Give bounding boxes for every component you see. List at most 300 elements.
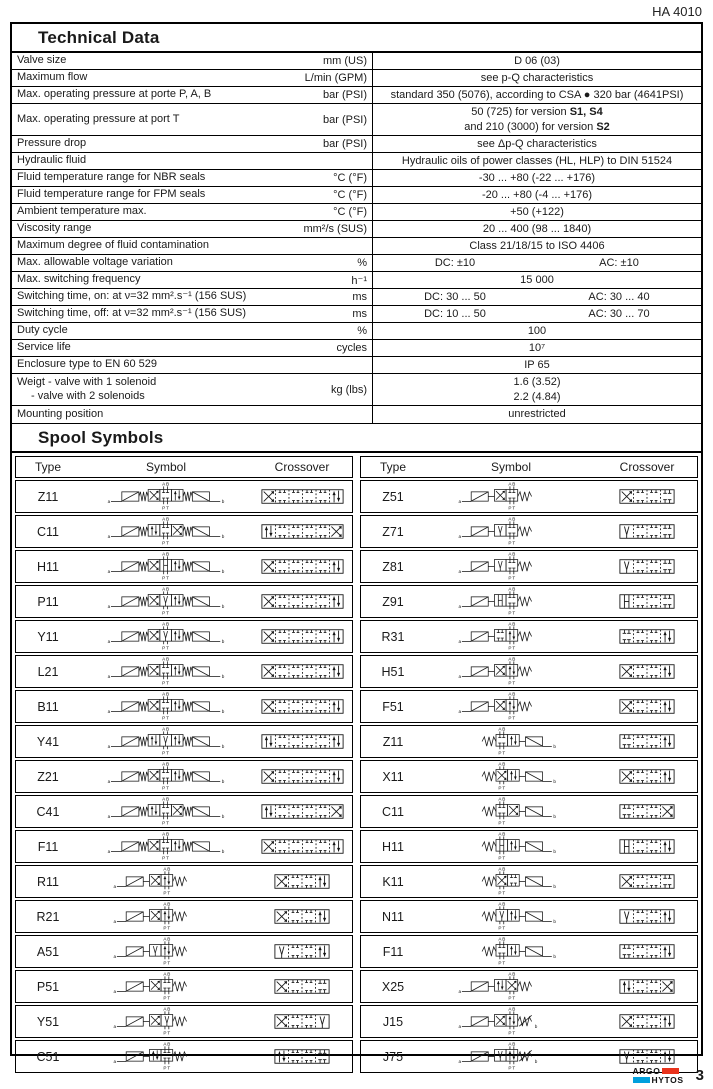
row-value: 1.6 (3.52) 2.2 (4.84) bbox=[372, 374, 701, 405]
svg-text:a: a bbox=[458, 499, 461, 505]
row-label: Switching time, on: at ν=32 mm².s⁻¹ (156 SUS) bbox=[17, 290, 247, 303]
spool-type: Z91 bbox=[382, 594, 404, 609]
row-label: Max. allowable voltage variation bbox=[17, 256, 173, 269]
row-label: Max. operating pressure at port T bbox=[17, 112, 180, 125]
svg-text:b: b bbox=[221, 779, 225, 785]
svg-text:b: b bbox=[552, 814, 556, 820]
valve-symbol bbox=[106, 1006, 227, 1037]
crossover-symbol bbox=[261, 837, 344, 856]
svg-text:a: a bbox=[458, 569, 461, 575]
svg-text:b: b bbox=[221, 849, 225, 855]
document-reference: HA 4010 bbox=[652, 4, 702, 19]
row-value bbox=[372, 306, 701, 322]
spool-rows-right bbox=[360, 478, 698, 1073]
svg-text:P: P bbox=[497, 925, 501, 931]
spool-type: C11 bbox=[36, 524, 59, 539]
spool-row bbox=[15, 830, 353, 863]
svg-text:T: T bbox=[166, 505, 169, 511]
svg-text:B: B bbox=[501, 796, 505, 802]
row-unit: kg (lbs) bbox=[330, 383, 367, 396]
svg-text:P: P bbox=[162, 820, 166, 826]
row-unit: % bbox=[357, 325, 367, 337]
spool-row bbox=[15, 515, 353, 548]
spool-type: A51 bbox=[36, 944, 60, 959]
svg-text:P: P bbox=[497, 750, 501, 756]
spool-type: B11 bbox=[37, 699, 59, 714]
svg-text:T: T bbox=[501, 890, 505, 896]
svg-text:A: A bbox=[497, 796, 501, 802]
valve-symbol bbox=[451, 621, 572, 652]
svg-text:T: T bbox=[501, 855, 505, 861]
column-header-type: Type bbox=[379, 460, 406, 474]
svg-text:P: P bbox=[507, 1065, 511, 1071]
spool-row bbox=[360, 620, 698, 653]
logo-blue-rect bbox=[633, 1077, 650, 1083]
svg-text:T: T bbox=[511, 715, 515, 721]
svg-text:B: B bbox=[166, 866, 170, 872]
svg-text:P: P bbox=[162, 1030, 166, 1036]
crossover-symbol bbox=[619, 522, 675, 541]
crossover-symbol bbox=[619, 977, 675, 996]
spool-type: Y11 bbox=[37, 629, 59, 644]
spool-row bbox=[15, 760, 353, 793]
spool-type: J75 bbox=[382, 1049, 404, 1064]
svg-text:T: T bbox=[166, 890, 170, 896]
svg-text:a: a bbox=[113, 989, 116, 995]
svg-text:b: b bbox=[221, 814, 225, 820]
crossover-symbol bbox=[619, 557, 675, 576]
page-footer bbox=[633, 1067, 704, 1084]
svg-text:T: T bbox=[511, 540, 515, 546]
technical-data-row bbox=[12, 340, 701, 357]
spool-row bbox=[15, 865, 353, 898]
valve-symbol bbox=[106, 901, 227, 932]
svg-text:A: A bbox=[497, 936, 501, 942]
svg-text:B: B bbox=[166, 586, 170, 592]
valve-symbol bbox=[100, 761, 232, 792]
page-number: 3 bbox=[695, 1067, 704, 1084]
spool-row bbox=[360, 725, 698, 758]
svg-text:B: B bbox=[166, 971, 170, 977]
spool-row bbox=[15, 690, 353, 723]
spool-type: P51 bbox=[36, 979, 60, 994]
spool-table-left bbox=[15, 456, 353, 1073]
spool-type: Y41 bbox=[36, 734, 60, 749]
svg-text:T: T bbox=[166, 1030, 170, 1036]
svg-text:B: B bbox=[511, 481, 515, 487]
row-value: see Δp-Q characteristics bbox=[372, 136, 701, 152]
technical-data-title: Technical Data bbox=[12, 24, 701, 53]
crossover-symbol bbox=[261, 732, 344, 751]
valve-symbol bbox=[451, 586, 572, 617]
svg-text:A: A bbox=[162, 831, 166, 837]
svg-text:B: B bbox=[166, 936, 170, 942]
crossover-symbol bbox=[619, 802, 675, 821]
row-unit: % bbox=[357, 257, 367, 269]
row-value: +50 (+122) bbox=[372, 204, 701, 220]
svg-text:P: P bbox=[507, 680, 511, 686]
spool-type: H11 bbox=[381, 839, 404, 854]
row-unit: L/min (GPM) bbox=[304, 72, 367, 84]
spool-row bbox=[15, 585, 353, 618]
row-label: Mounting position bbox=[17, 407, 104, 420]
spool-row bbox=[15, 935, 353, 968]
svg-text:P: P bbox=[162, 750, 166, 756]
spool-type: R21 bbox=[36, 909, 60, 924]
svg-text:P: P bbox=[497, 890, 501, 896]
valve-symbol bbox=[100, 551, 232, 582]
valve-symbol bbox=[451, 1041, 572, 1072]
logo-text-argo: ARGO bbox=[632, 1066, 661, 1076]
svg-text:P: P bbox=[507, 575, 511, 581]
svg-text:A: A bbox=[497, 831, 501, 837]
column-header-crossover: Crossover bbox=[274, 460, 330, 474]
svg-text:B: B bbox=[511, 691, 515, 697]
technical-data-row bbox=[12, 170, 701, 187]
row-value: Class 21/18/15 to ISO 4406 bbox=[372, 238, 701, 254]
svg-text:P: P bbox=[162, 785, 166, 791]
spool-row bbox=[360, 690, 698, 723]
svg-text:A: A bbox=[507, 1006, 511, 1012]
svg-text:b: b bbox=[552, 849, 556, 855]
crossover-symbol bbox=[261, 697, 344, 716]
svg-text:a: a bbox=[113, 1024, 116, 1030]
technical-data-row bbox=[12, 238, 701, 255]
svg-text:b: b bbox=[552, 954, 556, 960]
svg-text:P: P bbox=[507, 715, 511, 721]
spool-row bbox=[15, 655, 353, 688]
row-value bbox=[372, 289, 701, 305]
technical-data-row bbox=[12, 221, 701, 238]
svg-text:B: B bbox=[166, 1006, 170, 1012]
row-unit: h⁻¹ bbox=[351, 274, 367, 287]
row-value-dc: DC: 30 ... 50 bbox=[424, 290, 486, 303]
valve-symbol bbox=[451, 761, 572, 792]
crossover-symbol bbox=[261, 592, 344, 611]
svg-text:P: P bbox=[507, 995, 511, 1001]
valve-symbol bbox=[451, 516, 572, 547]
row-value: IP 65 bbox=[372, 357, 701, 373]
spool-symbols-title: Spool Symbols bbox=[12, 423, 701, 453]
spool-type: C51 bbox=[36, 1049, 60, 1064]
row-label: Pressure drop bbox=[17, 137, 87, 150]
svg-text:P: P bbox=[162, 505, 166, 511]
row-value: 20 ... 400 (98 ... 1840) bbox=[372, 221, 701, 237]
svg-text:b: b bbox=[221, 709, 225, 715]
crossover-symbol bbox=[261, 522, 344, 541]
row-value-ac: AC: ±10 bbox=[599, 256, 639, 269]
svg-text:a: a bbox=[107, 814, 111, 820]
svg-text:b: b bbox=[221, 604, 225, 610]
svg-text:a: a bbox=[107, 534, 111, 540]
svg-text:a: a bbox=[458, 1024, 461, 1030]
spool-row bbox=[360, 655, 698, 688]
svg-text:P: P bbox=[162, 855, 166, 861]
technical-data-row bbox=[12, 374, 701, 406]
svg-text:A: A bbox=[507, 621, 511, 627]
svg-text:A: A bbox=[497, 866, 501, 872]
valve-symbol bbox=[100, 656, 232, 687]
svg-text:b: b bbox=[552, 779, 556, 785]
row-value-ac: AC: 30 ... 70 bbox=[588, 307, 650, 320]
valve-symbol bbox=[100, 516, 232, 547]
svg-text:B: B bbox=[511, 971, 515, 977]
svg-text:A: A bbox=[162, 586, 166, 592]
svg-text:B: B bbox=[511, 516, 515, 522]
svg-text:a: a bbox=[458, 534, 461, 540]
valve-symbol bbox=[100, 726, 232, 757]
svg-text:b: b bbox=[221, 534, 225, 540]
svg-text:A: A bbox=[162, 516, 166, 522]
svg-text:A: A bbox=[507, 656, 511, 662]
logo-red-rect bbox=[662, 1068, 679, 1074]
spool-type: Z21 bbox=[37, 769, 59, 784]
technical-data-row bbox=[12, 306, 701, 323]
spool-type: H51 bbox=[381, 664, 405, 679]
svg-text:T: T bbox=[166, 540, 169, 546]
svg-text:T: T bbox=[501, 820, 505, 826]
svg-text:P: P bbox=[162, 680, 166, 686]
valve-symbol bbox=[451, 796, 572, 827]
crossover-symbol bbox=[261, 767, 344, 786]
valve-symbol bbox=[451, 1006, 572, 1037]
svg-text:B: B bbox=[166, 831, 170, 837]
svg-text:B: B bbox=[511, 586, 515, 592]
spool-row bbox=[360, 1005, 698, 1038]
svg-text:a: a bbox=[113, 1059, 116, 1065]
svg-text:T: T bbox=[166, 995, 170, 1001]
spool-type: F51 bbox=[382, 699, 404, 714]
svg-text:A: A bbox=[497, 761, 501, 767]
svg-text:P: P bbox=[162, 610, 166, 616]
svg-text:P: P bbox=[507, 610, 511, 616]
svg-text:a: a bbox=[107, 604, 111, 610]
crossover-symbol bbox=[274, 942, 330, 961]
spool-type: Z71 bbox=[382, 524, 404, 539]
svg-text:a: a bbox=[458, 709, 461, 715]
svg-text:b: b bbox=[221, 569, 225, 575]
spool-rows-left bbox=[15, 478, 353, 1073]
spool-type: P11 bbox=[37, 594, 59, 609]
row-label: Fluid temperature range for FPM seals bbox=[17, 188, 206, 201]
valve-symbol bbox=[451, 656, 572, 687]
crossover-symbol bbox=[261, 802, 344, 821]
svg-text:A: A bbox=[507, 551, 511, 557]
crossover-symbol bbox=[619, 942, 675, 961]
row-unit: °C (°F) bbox=[333, 172, 367, 184]
spool-row bbox=[360, 760, 698, 793]
crossover-symbol bbox=[619, 872, 675, 891]
crossover-symbol bbox=[619, 1012, 675, 1031]
svg-text:B: B bbox=[166, 516, 170, 522]
row-value: -20 ... +80 (-4 ... +176) bbox=[372, 187, 701, 203]
technical-data-row bbox=[12, 272, 701, 289]
valve-symbol bbox=[451, 866, 572, 897]
row-unit: ms bbox=[352, 291, 367, 303]
crossover-symbol bbox=[619, 907, 675, 926]
technical-data-row bbox=[12, 255, 701, 272]
svg-text:T: T bbox=[501, 750, 505, 756]
row-unit: mm²/s (SUS) bbox=[303, 223, 367, 235]
svg-text:b: b bbox=[221, 639, 225, 645]
svg-text:B: B bbox=[511, 551, 515, 557]
svg-text:a: a bbox=[107, 779, 111, 785]
crossover-symbol bbox=[619, 837, 675, 856]
svg-text:T: T bbox=[166, 785, 169, 791]
svg-text:A: A bbox=[162, 691, 166, 697]
svg-text:A: A bbox=[507, 586, 511, 592]
svg-text:P: P bbox=[162, 715, 166, 721]
row-label: Max. operating pressure at porte P, A, B bbox=[17, 88, 212, 101]
svg-text:A: A bbox=[162, 656, 166, 662]
row-unit: °C (°F) bbox=[333, 206, 367, 218]
svg-text:P: P bbox=[497, 960, 501, 966]
spool-row bbox=[360, 550, 698, 583]
spool-row bbox=[15, 550, 353, 583]
row-value: see p-Q characteristics bbox=[372, 70, 701, 86]
spool-symbols-section bbox=[12, 453, 701, 1076]
valve-symbol bbox=[451, 691, 572, 722]
svg-text:T: T bbox=[166, 855, 169, 861]
svg-text:P: P bbox=[162, 890, 166, 896]
valve-symbol bbox=[451, 551, 572, 582]
row-unit: mm (US) bbox=[323, 55, 367, 67]
valve-symbol bbox=[100, 691, 232, 722]
spool-type: J15 bbox=[382, 1014, 404, 1029]
row-label: Fluid temperature range for NBR seals bbox=[17, 171, 206, 184]
svg-text:a: a bbox=[107, 849, 111, 855]
svg-text:B: B bbox=[166, 621, 170, 627]
svg-text:A: A bbox=[162, 621, 166, 627]
row-value: -30 ... +80 (-22 ... +176) bbox=[372, 170, 701, 186]
row-label: Duty cycle bbox=[17, 324, 68, 337]
spool-type: H11 bbox=[36, 559, 59, 574]
row-value: 100 bbox=[372, 323, 701, 339]
spool-type: L21 bbox=[37, 664, 59, 679]
spool-row bbox=[360, 515, 698, 548]
row-unit: ms bbox=[352, 308, 367, 320]
svg-text:A: A bbox=[162, 726, 166, 732]
svg-text:T: T bbox=[511, 1065, 515, 1071]
spool-type: K11 bbox=[382, 874, 404, 889]
svg-text:A: A bbox=[162, 796, 166, 802]
svg-text:T: T bbox=[166, 925, 170, 931]
logo-text-hytos: HYTOS bbox=[651, 1074, 684, 1085]
svg-text:P: P bbox=[497, 820, 501, 826]
spool-table-header bbox=[15, 456, 353, 478]
crossover-symbol bbox=[619, 487, 675, 506]
technical-data-row bbox=[12, 136, 701, 153]
spool-row bbox=[15, 480, 353, 513]
technical-data-row bbox=[12, 87, 701, 104]
technical-data-row bbox=[12, 406, 701, 423]
crossover-symbol bbox=[619, 697, 675, 716]
svg-text:B: B bbox=[166, 1041, 170, 1047]
svg-text:A: A bbox=[162, 866, 166, 872]
svg-text:b: b bbox=[221, 744, 225, 750]
row-label: Max. switching frequency bbox=[17, 273, 141, 286]
svg-text:B: B bbox=[501, 936, 505, 942]
svg-text:b: b bbox=[552, 919, 556, 925]
technical-data-row bbox=[12, 153, 701, 170]
spool-row bbox=[15, 1040, 353, 1073]
technical-data-row bbox=[12, 53, 701, 70]
row-label: Service life bbox=[17, 341, 71, 354]
svg-text:A: A bbox=[497, 726, 501, 732]
svg-text:A: A bbox=[507, 691, 511, 697]
technical-data-row bbox=[12, 204, 701, 221]
svg-text:P: P bbox=[497, 855, 501, 861]
crossover-symbol bbox=[274, 1047, 330, 1066]
row-value: Hydraulic oils of power classes (HL, HLP) to DIN 51524 bbox=[372, 153, 701, 169]
spool-row bbox=[15, 795, 353, 828]
column-header-symbol: Symbol bbox=[490, 460, 531, 474]
svg-text:T: T bbox=[166, 645, 169, 651]
svg-text:a: a bbox=[458, 604, 461, 610]
crossover-symbol bbox=[619, 1047, 675, 1066]
technical-data-row bbox=[12, 70, 701, 87]
row-value: 10⁷ bbox=[372, 340, 701, 356]
svg-text:T: T bbox=[511, 575, 515, 581]
svg-text:B: B bbox=[511, 1041, 515, 1047]
row-label: Weigt - valve with 1 solenoid - valve with 2 solenoids bbox=[17, 375, 157, 402]
valve-symbol bbox=[106, 1041, 227, 1072]
spool-table-header bbox=[360, 456, 698, 478]
svg-text:T: T bbox=[511, 645, 515, 651]
svg-text:a: a bbox=[107, 639, 111, 645]
spool-row bbox=[15, 620, 353, 653]
row-label: Enclosure type to EN 60 529 bbox=[17, 358, 158, 371]
svg-text:A: A bbox=[162, 761, 166, 767]
svg-text:A: A bbox=[507, 1041, 511, 1047]
svg-text:T: T bbox=[166, 575, 169, 581]
crossover-symbol bbox=[619, 627, 675, 646]
row-label: Valve size bbox=[17, 54, 67, 67]
svg-text:B: B bbox=[166, 551, 170, 557]
svg-text:P: P bbox=[162, 645, 166, 651]
spool-row bbox=[15, 1005, 353, 1038]
crossover-symbol bbox=[261, 627, 344, 646]
row-unit: °C (°F) bbox=[333, 189, 367, 201]
svg-text:T: T bbox=[501, 785, 505, 791]
row-unit: bar (PSI) bbox=[322, 89, 367, 101]
svg-text:a: a bbox=[113, 919, 116, 925]
crossover-symbol bbox=[261, 487, 344, 506]
svg-text:b: b bbox=[534, 1059, 537, 1065]
technical-data-row bbox=[12, 104, 701, 136]
svg-text:B: B bbox=[511, 656, 515, 662]
svg-text:A: A bbox=[162, 1006, 166, 1012]
svg-text:P: P bbox=[162, 1065, 166, 1071]
svg-text:B: B bbox=[166, 761, 170, 767]
svg-text:a: a bbox=[107, 674, 111, 680]
svg-text:B: B bbox=[166, 726, 170, 732]
row-unit: cycles bbox=[336, 342, 367, 354]
svg-text:T: T bbox=[511, 610, 515, 616]
spool-row bbox=[360, 970, 698, 1003]
spool-type: R11 bbox=[36, 874, 59, 889]
valve-symbol bbox=[451, 831, 572, 862]
svg-text:a: a bbox=[107, 709, 111, 715]
crossover-symbol bbox=[619, 592, 675, 611]
svg-text:T: T bbox=[166, 750, 169, 756]
crossover-symbol bbox=[274, 907, 330, 926]
svg-text:T: T bbox=[166, 820, 169, 826]
svg-text:A: A bbox=[507, 481, 511, 487]
valve-symbol bbox=[100, 481, 232, 512]
spool-type: Z81 bbox=[382, 559, 404, 574]
svg-text:a: a bbox=[107, 744, 111, 750]
